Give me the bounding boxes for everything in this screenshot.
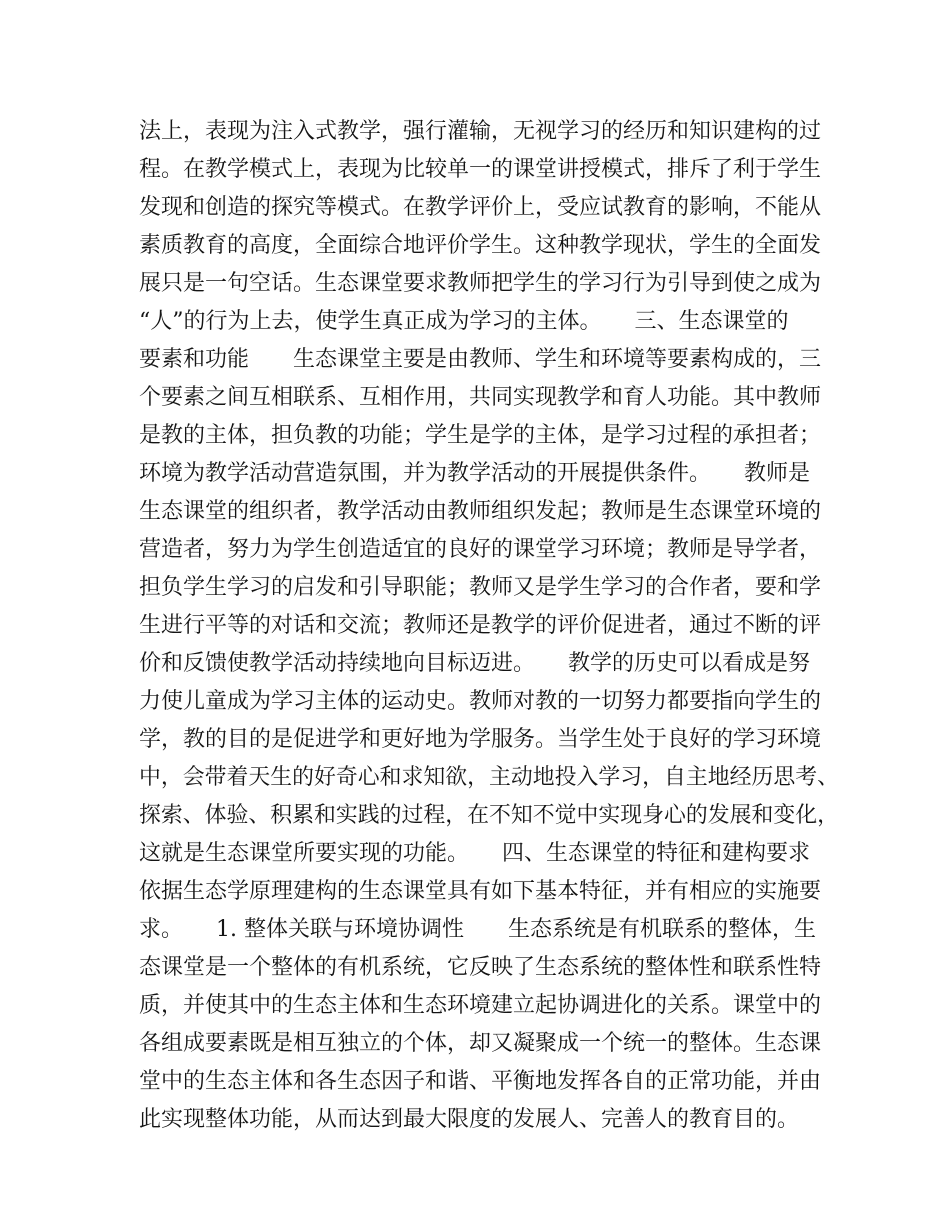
text-line: 各组成要素既是相互独立的个体，却又凝聚成一个统一的整体。生态课 [139,1031,822,1056]
text-line: 担负学生学习的启发和引导职能；教师又是学生学习的合作者，要和学 [139,575,822,600]
text-line: 堂中的生态主体和各生态因子和谐、平衡地发挥各自的正常功能，并由 [139,1069,822,1094]
text-line: 是教的主体，担负教的功能；学生是学的主体，是学习过程的承担者； [139,423,822,448]
text-line: “人”的行为上去，使学生真正成为学习的主体。 三、生态课堂的 [139,309,789,334]
text-line: 价和反馈使教学活动持续地向目标迈进。 教学的历史可以看成是努 [139,651,811,676]
text-line: 求。 1. 整体关联与环境协调性 生态系统是有机联系的整体，生 [139,917,816,942]
text-line: 依据生态学原理建构的生态课堂具有如下基本特征，并有相应的实施要 [139,879,822,904]
text-line: 营造者，努力为学生创造适宜的良好的课堂学习环境；教师是导学者， [139,537,822,562]
text-line: 这就是生态课堂所要实现的功能。 四、生态课堂的特征和建构要求 [139,841,811,866]
text-line: 法上，表现为注入式教学，强行灌输，无视学习的经历和知识建构的过 [139,119,822,144]
text-line: 力使儿童成为学习主体的运动史。教师对教的一切努力都要指向学生的 [139,689,822,714]
text-line: 展只是一句空话。生态课堂要求教师把学生的学习行为引导到使之成为 [139,271,822,296]
text-line: 发现和创造的探究等模式。在教学评价上，受应试教育的影响，不能从 [139,195,822,220]
text-line: 环境为教学活动营造氛围，并为教学活动的开展提供条件。 教师是 [139,461,811,486]
text-line: 程。在教学模式上，表现为比较单一的课堂讲授模式，排斥了利于学生 [139,157,822,182]
text-line: 态课堂是一个整体的有机系统，它反映了生态系统的整体性和联系性特 [139,955,822,980]
text-line: 生态课堂的组织者，教学活动由教师组织发起；教师是生态课堂环境的 [139,499,822,524]
text-line: 学，教的目的是促进学和更好地为学服务。当学生处于良好的学习环境 [139,727,822,752]
body-text [139,113,839,1139]
text-line: 探索、体验、积累和实践的过程，在不知不觉中实现身心的发展和变化， [139,803,840,828]
text-line: 要素和功能 生态课堂主要是由教师、学生和环境等要素构成的，三 [139,347,822,372]
text-line: 质，并使其中的生态主体和生态环境建立起协调进化的关系。课堂中的 [139,993,822,1018]
text-line: 此实现整体功能，从而达到最大限度的发展人、完善人的教育目的。 [139,1107,800,1132]
text-line: 个要素之间互相联系、互相作用，共同实现教学和育人功能。其中教师 [139,385,822,410]
text-line: 中，会带着天生的好奇心和求知欲，主动地投入学习，自主地经历思考、 [139,765,840,790]
text-line: 生进行平等的对话和交流；教师还是教学的评价促进者，通过不断的评 [139,613,822,638]
text-line: 素质教育的高度，全面综合地评价学生。这种教学现状，学生的全面发 [139,233,822,258]
